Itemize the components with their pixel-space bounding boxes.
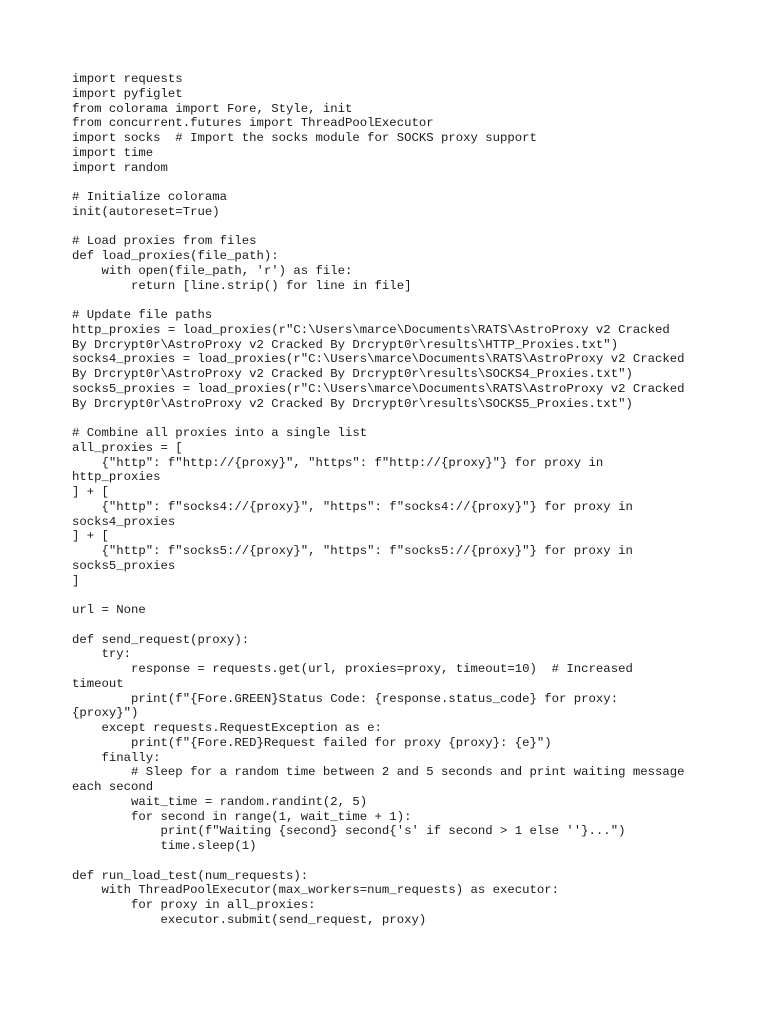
code-line — [72, 411, 685, 426]
code-line: finally: — [72, 750, 161, 765]
code-line — [72, 175, 685, 190]
code-line: try: — [72, 647, 132, 662]
code-line: print(f"{Fore.RED}Request failed for proxy {proxy}: {e}") — [72, 735, 552, 750]
code-line: url = None — [72, 603, 146, 617]
code-line: import random — [72, 160, 168, 175]
code-line: {"http": f"socks5://{proxy}", "https": f"socks5://{proxy}"} for proxy in — [72, 544, 633, 558]
code-line — [72, 618, 685, 633]
code-line: socks4_proxies — [72, 514, 176, 529]
code-line: {"http": f"http://{proxy}", "https": f"http://{proxy}"} for proxy in — [72, 455, 604, 470]
code-line: with ThreadPoolExecutor(max_workers=num_requests) as executor: — [72, 883, 560, 898]
code-line: ] + [ — [72, 529, 109, 544]
code-line: response = requests.get(url, proxies=proxy, timeout=10) # Increased — [72, 662, 633, 676]
code-line: # Sleep for a random time between 2 and 5 seconds and print waiting message — [72, 765, 685, 780]
code-line: {"http": f"socks4://{proxy}", "https": f"socks4://{proxy}"} for proxy in — [72, 499, 633, 514]
code-line: each second — [72, 780, 154, 794]
code-line: import pyfiglet — [72, 86, 183, 101]
code-line: except requests.RequestException as e: — [72, 721, 382, 735]
code-line: socks5_proxies = load_proxies(r"C:\Users\marce\Documents\RATS\AstroProxy v2 Cracked — [72, 381, 685, 396]
code-line: print(f"{Fore.GREEN}Status Code: {response.status_code} for proxy: — [72, 691, 619, 706]
code-line: # Update file paths — [72, 308, 213, 322]
code-line: return [line.strip() for line in file] — [72, 278, 412, 293]
code-line: By Drcrypt0r\AstroProxy v2 Cracked By Drcrypt0r\results\SOCKS4_Proxies.txt") — [72, 367, 633, 381]
code-line: # Initialize colorama — [72, 190, 227, 204]
code-line: for second in range(1, wait_time + 1): — [72, 809, 412, 824]
code-line: import requests — [72, 72, 183, 86]
code-line: ] + [ — [72, 485, 109, 499]
code-line: http_proxies — [72, 470, 161, 485]
code-line: import time — [72, 145, 154, 160]
code-line — [72, 588, 685, 603]
code-line: import socks # Import the socks module for SOCKS proxy support — [72, 131, 537, 145]
code-line: from concurrent.futures import ThreadPoolExecutor — [72, 116, 434, 131]
code-line: with open(file_path, 'r') as file: — [72, 263, 353, 278]
code-line: ] — [72, 573, 80, 588]
code-line: from colorama import Fore, Style, init — [72, 101, 353, 116]
code-listing — [72, 72, 685, 928]
code-line: executor.submit(send_request, proxy) — [72, 912, 427, 927]
code-line: socks5_proxies — [72, 558, 176, 573]
code-line: socks4_proxies = load_proxies(r"C:\Users\marce\Documents\RATS\AstroProxy v2 Cracked — [72, 352, 685, 367]
code-line: wait_time = random.randint(2, 5) — [72, 794, 368, 809]
code-line: def send_request(proxy): — [72, 632, 250, 647]
code-line — [72, 854, 685, 869]
code-line: # Load proxies from files — [72, 234, 257, 249]
code-line: By Drcrypt0r\AstroProxy v2 Cracked By Drcrypt0r\results\SOCKS5_Proxies.txt") — [72, 396, 633, 411]
code-line: print(f"Waiting {second} second{'s' if second > 1 else ''}...") — [72, 824, 626, 839]
code-line: for proxy in all_proxies: — [72, 898, 316, 912]
code-line: def load_proxies(file_path): — [72, 249, 279, 263]
code-line: def run_load_test(num_requests): — [72, 868, 309, 883]
code-line: {proxy}") — [72, 706, 139, 721]
code-line: http_proxies = load_proxies(r"C:\Users\marce\Documents\RATS\AstroProxy v2 Cracked — [72, 322, 670, 337]
code-line — [72, 293, 685, 308]
code-line: By Drcrypt0r\AstroProxy v2 Cracked By Drcrypt0r\results\HTTP_Proxies.txt") — [72, 337, 619, 352]
code-line: init(autoreset=True) — [72, 204, 220, 219]
code-line: # Combine all proxies into a single list — [72, 426, 368, 440]
code-line: timeout — [72, 676, 124, 691]
code-line — [72, 220, 685, 235]
code-line: time.sleep(1) — [72, 839, 257, 853]
code-line: all_proxies = [ — [72, 440, 183, 455]
